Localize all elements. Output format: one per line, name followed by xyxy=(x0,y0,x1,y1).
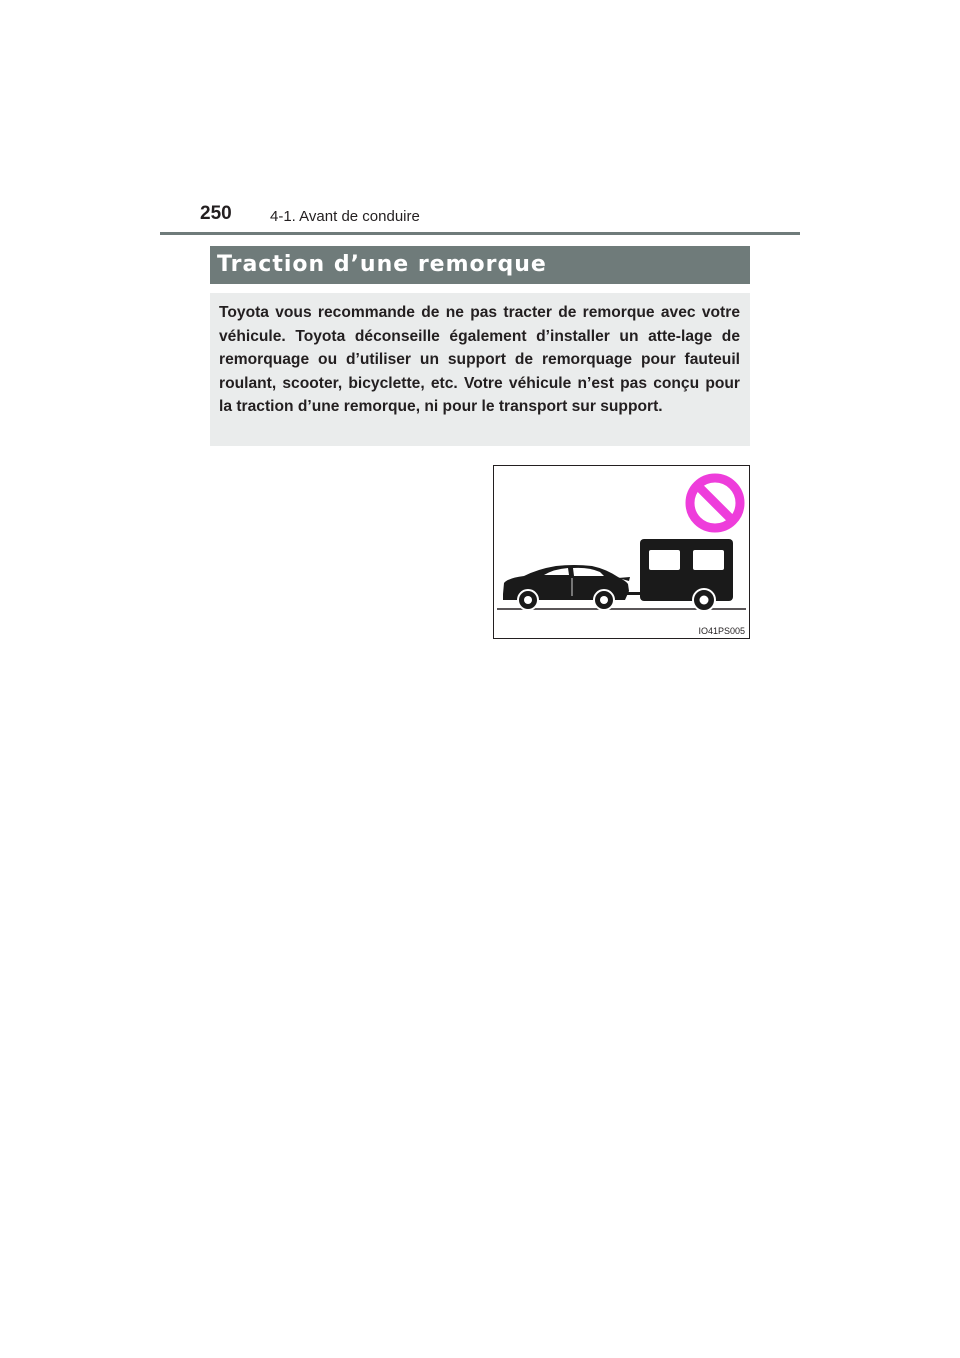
towing-illustration xyxy=(494,466,749,638)
no-symbol-icon xyxy=(690,478,740,528)
intro-box xyxy=(210,293,750,446)
figure-code: IO41PS005 xyxy=(698,626,745,636)
intro-paragraph: Toyota vous recommande de ne pas tracter de remorque avec votre véhicule. Toyota déconseille également d’installer un atte-lage de remorquage ou d’utiliser un support de remorquage pour fauteuil roulant, scooter, bicyclette, etc. Votre véhicule n’est pas conçu pour la traction d’une remorque, ni pour le transport sur support. xyxy=(219,304,740,416)
towing-prohibited-figure xyxy=(493,465,750,639)
section-title-bar xyxy=(210,246,750,284)
tow-hitch xyxy=(627,592,641,595)
page-number: 250 xyxy=(200,203,232,224)
trailer-icon xyxy=(640,539,733,611)
section-breadcrumb: 4-1. Avant de conduire xyxy=(270,208,420,225)
car-icon xyxy=(503,565,630,610)
header-divider xyxy=(160,232,800,235)
section-title: Traction d’une remorque xyxy=(217,252,547,277)
